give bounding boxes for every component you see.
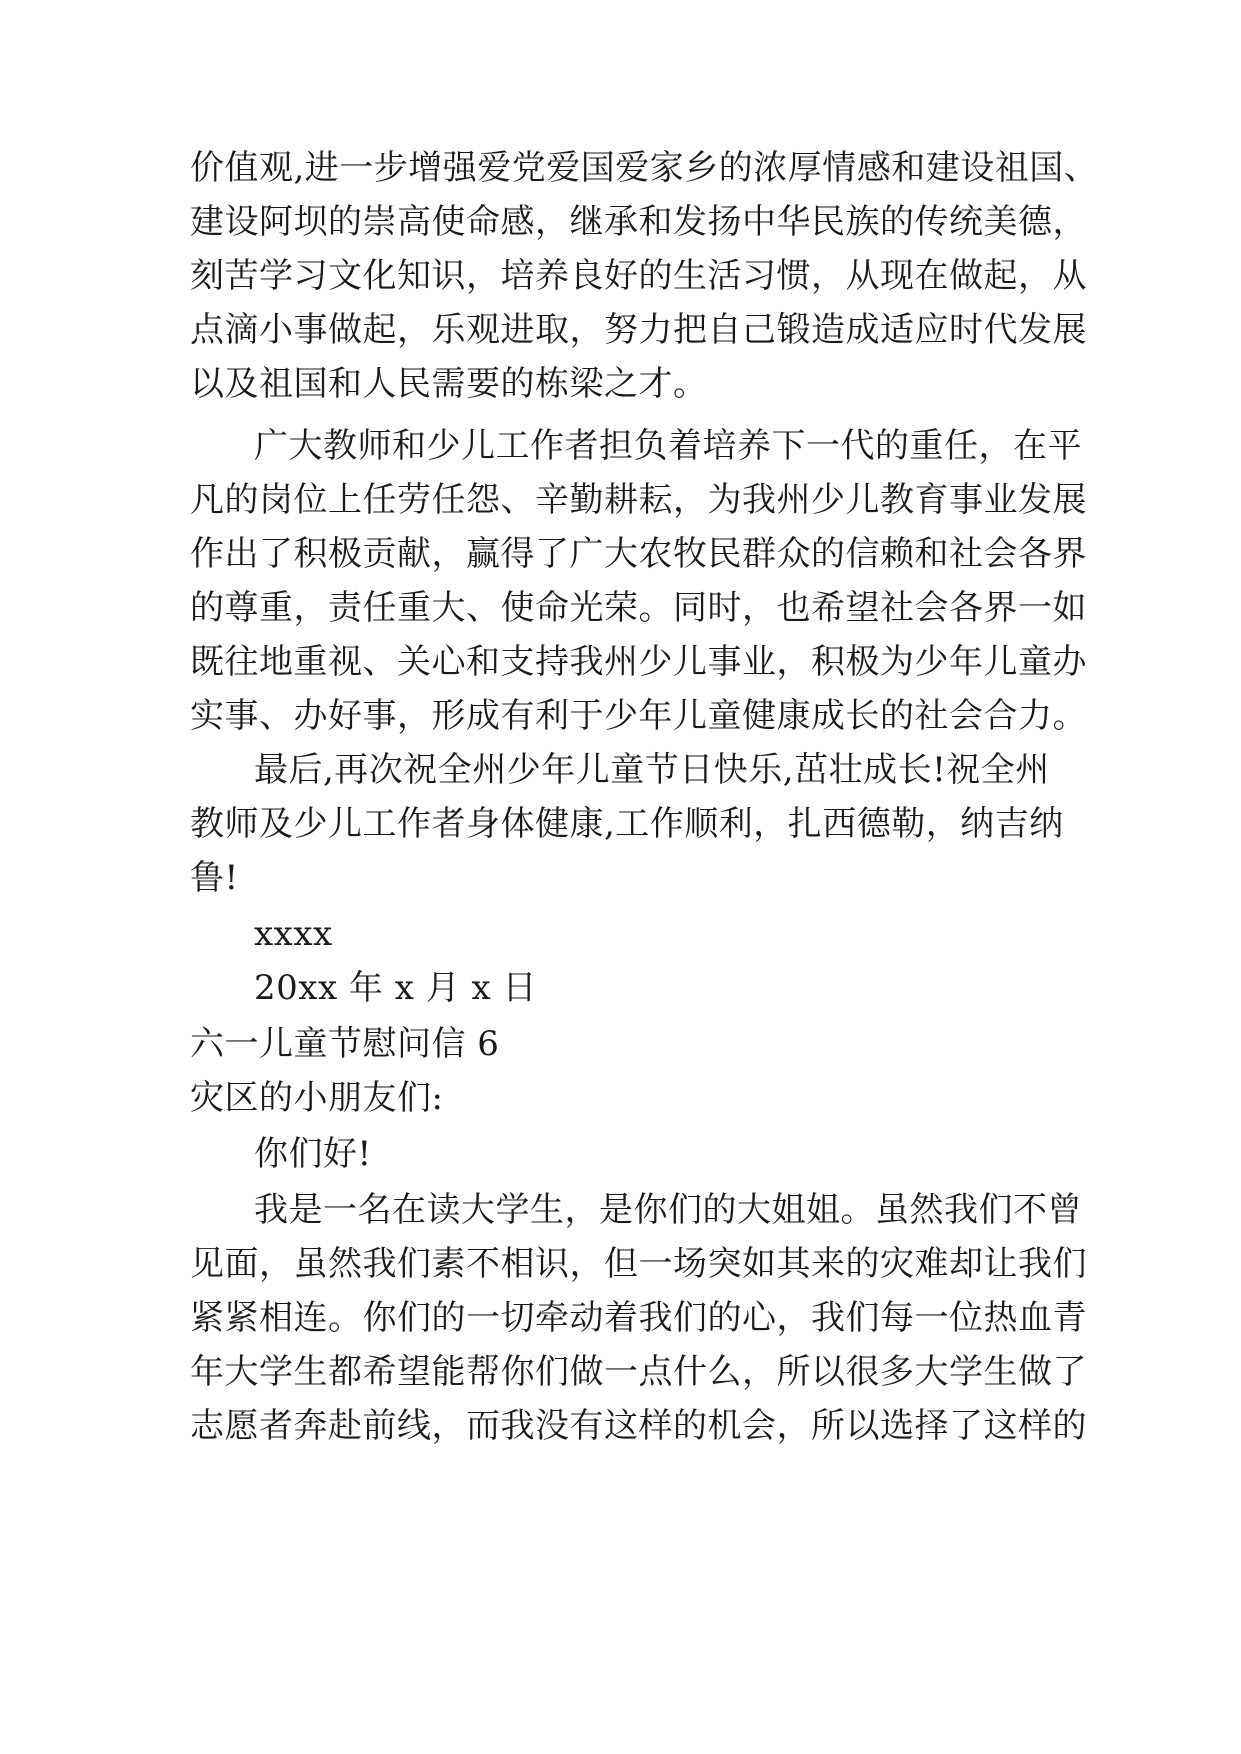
paragraph-line: 以及祖国和人民需要的栋梁之才。 <box>190 364 708 404</box>
paragraph-line: 价值观,进一步增强爱党爱国爱家乡的浓厚情感和建设祖国、 <box>190 148 1099 188</box>
paragraph-line: 我是一名在读大学生，是你们的大姐姐。虽然我们不曾 <box>254 1190 1082 1230</box>
paragraph-line: 建设阿坝的崇高使命感，继承和发扬中华民族的传统美德， <box>190 202 1087 242</box>
paragraph-line: 既往地重视、关心和支持我州少儿事业，积极为少年儿童办 <box>190 642 1087 682</box>
paragraph-line: 教师及少儿工作者身体健康,工作顺利，扎西德勒，纳吉纳 <box>190 804 1064 844</box>
paragraph-line: 紧紧相连。你们的一切牵动着我们的心，我们每一位热血青 <box>190 1298 1087 1338</box>
greeting: 你们好! <box>254 1134 372 1174</box>
paragraph-line: 广大教师和少儿工作者担负着培养下一代的重任，在平 <box>254 426 1082 466</box>
paragraph-line: 实事、办好事，形成有利于少年儿童健康成长的社会合力。 <box>190 696 1087 736</box>
paragraph-line: 的尊重，责任重大、使命光荣。同时，也希望社会各界一如 <box>190 588 1087 628</box>
paragraph-line: 最后,再次祝全州少年儿童节日快乐,茁壮成长!祝全州 <box>254 750 1050 790</box>
section-title: 六一儿童节慰问信 6 <box>190 1024 500 1064</box>
paragraph-line: 凡的岗位上任劳任怨、辛勤耕耘，为我州少儿教育事业发展 <box>190 480 1087 520</box>
paragraph-line: 年大学生都希望能帮你们做一点什么，所以很多大学生做了 <box>190 1352 1087 1392</box>
signature-date: 20xx 年 x 月 x 日 <box>254 968 538 1008</box>
paragraph-line: 见面，虽然我们素不相识，但一场突如其来的灾难却让我们 <box>190 1244 1087 1284</box>
paragraph-line: 鲁! <box>190 858 239 898</box>
paragraph-line: 作出了积极贡献，赢得了广大农牧民群众的信赖和社会各界 <box>190 534 1087 574</box>
signature-name: xxxx <box>254 914 333 954</box>
paragraph-line: 点滴小事做起，乐观进取，努力把自己锻造成适应时代发展 <box>190 310 1087 350</box>
salutation: 灾区的小朋友们: <box>190 1078 444 1118</box>
paragraph-line: 志愿者奔赴前线，而我没有这样的机会，所以选择了这样的 <box>190 1406 1087 1446</box>
paragraph-line: 刻苦学习文化知识，培养良好的生活习惯，从现在做起，从 <box>190 256 1087 296</box>
